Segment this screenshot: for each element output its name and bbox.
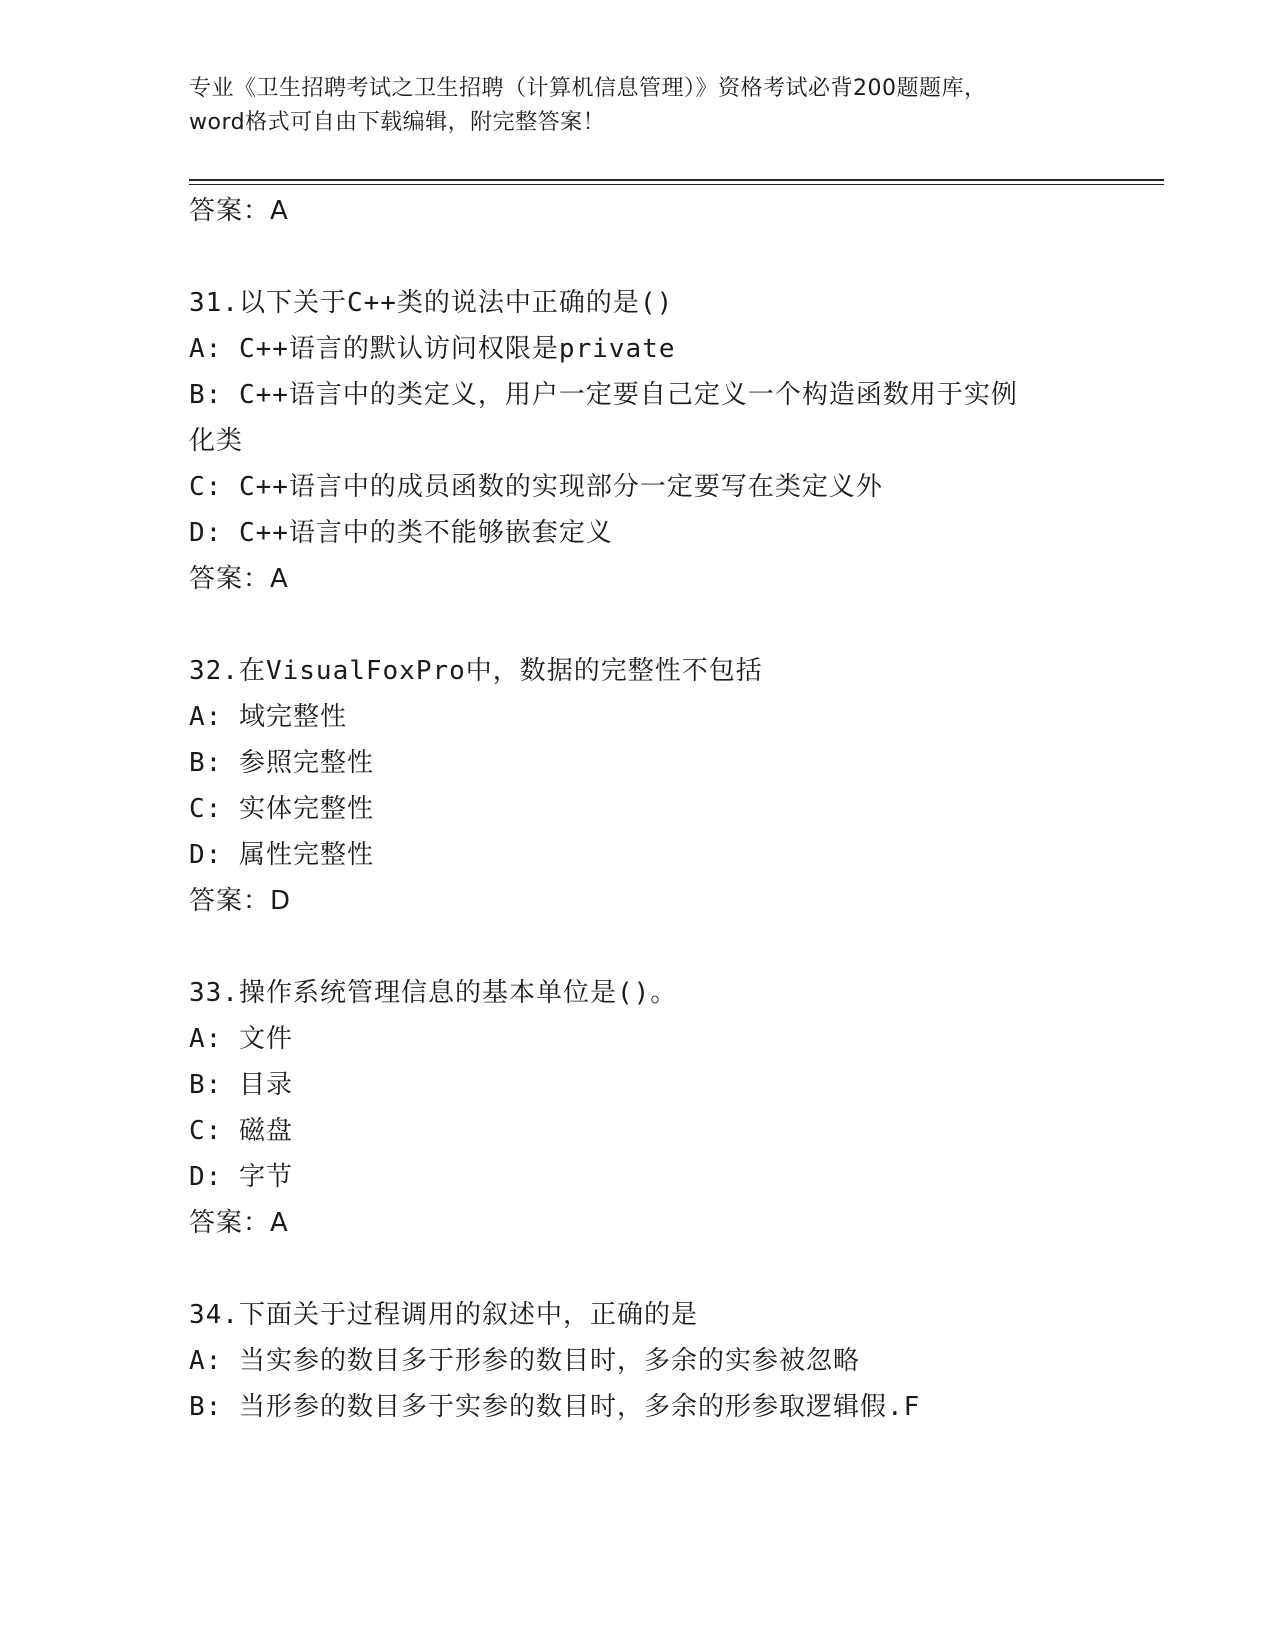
question-stem: 33.操作系统管理信息的基本单位是()。 xyxy=(189,978,678,1008)
header-divider-thick xyxy=(189,179,1164,181)
option-a: A: 文件 xyxy=(189,1024,293,1054)
option-b: B: 当形参的数目多于实参的数目时，多余的形参取逻辑假.F xyxy=(189,1392,921,1422)
option-a: A: 当实参的数目多于形参的数目时，多余的实参被忽略 xyxy=(189,1346,860,1376)
option-d: D: 字节 xyxy=(189,1162,293,1192)
question-32 xyxy=(189,648,1089,924)
answer: 答案：A xyxy=(189,1208,289,1238)
spacer xyxy=(189,602,1089,648)
option-b: B: 目录 xyxy=(189,1070,293,1100)
spacer xyxy=(189,1246,1089,1292)
header-line-1: 专业《卫生招聘考试之卫生招聘（计算机信息管理）》资格考试必背200题题库， xyxy=(189,76,987,101)
question-31 xyxy=(189,280,1089,602)
question-stem: 31.以下关于C++类的说法中正确的是() xyxy=(189,288,674,318)
option-a: A: C++语言的默认访问权限是private xyxy=(189,334,676,364)
answer: 答案：D xyxy=(189,886,292,916)
option-c: C: 实体完整性 xyxy=(189,794,374,824)
spacer xyxy=(189,234,1089,280)
option-b: B: C++语言中的类定义，用户一定要自己定义一个构造函数用于实例 xyxy=(189,380,1018,410)
header-divider-thin xyxy=(189,184,1164,185)
question-stem: 34.下面关于过程调用的叙述中，正确的是 xyxy=(189,1300,698,1330)
option-b: B: 参照完整性 xyxy=(189,748,374,778)
question-stem: 32.在VisualFoxPro中，数据的完整性不包括 xyxy=(189,656,763,686)
option-b-continued: 化类 xyxy=(189,426,244,456)
answer: 答案：A xyxy=(189,564,289,594)
document-header xyxy=(189,72,1089,140)
option-c: C: 磁盘 xyxy=(189,1116,293,1146)
previous-answer: 答案：A xyxy=(189,196,289,226)
option-d: D: 属性完整性 xyxy=(189,840,374,870)
question-34 xyxy=(189,1292,1089,1430)
header-line-2: word格式可自由下载编辑，附完整答案！ xyxy=(189,110,606,135)
option-a: A: 域完整性 xyxy=(189,702,347,732)
question-33 xyxy=(189,970,1089,1246)
spacer xyxy=(189,924,1089,970)
option-d: D: C++语言中的类不能够嵌套定义 xyxy=(189,518,613,548)
option-c: C: C++语言中的成员函数的实现部分一定要写在类定义外 xyxy=(189,472,883,502)
question-list xyxy=(189,188,1089,1430)
